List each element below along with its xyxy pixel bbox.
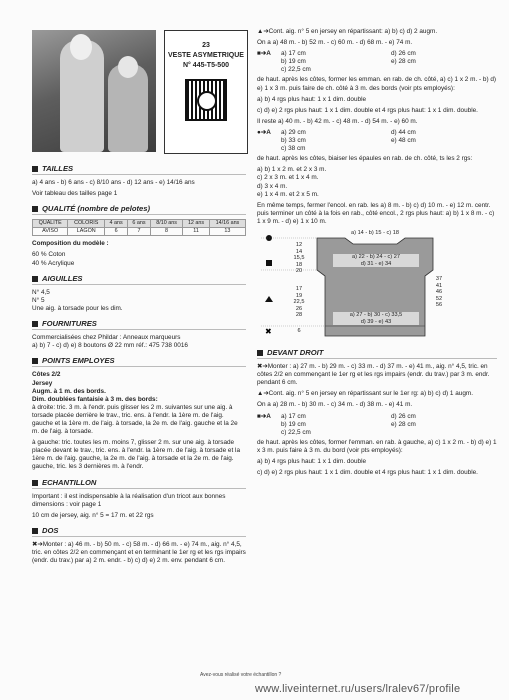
- pattern-number: 23: [202, 42, 210, 49]
- model-photo: [32, 30, 156, 152]
- instruction: d) 3 x 4 m.: [257, 182, 288, 190]
- dim-label: 12 14 15,5 18 20: [293, 241, 305, 275]
- square-bullet-icon: [32, 358, 38, 364]
- section-points: POINTS EMPLOYES: [32, 357, 246, 367]
- footer-note: Avez-vous réalisé votre échantillon ?: [200, 672, 282, 678]
- square-marker-icon: [266, 260, 272, 266]
- size-grid: ■➔A a) 17 cm d) 26 cm b) 19 cm e) 28 cm c) 22,5 cm: [257, 50, 416, 74]
- dim-label: 17 19 22,5 26 28: [293, 285, 305, 319]
- supplies-line: Commercialisées chez Phildar : Anneaux marqueurs: [32, 334, 181, 342]
- instruction: a) b) 1 x 2 m. et 2 x 3 m.: [257, 166, 327, 174]
- dim-label: a) 14 - b) 15 - c) 18: [351, 229, 399, 236]
- supplies-line: a) b) 7 - c) d) e) 8 boutons Ø 22 mm réf.: 475 738 0016: [32, 342, 188, 350]
- gauge-text: 10 cm de jersey, aig. n° 5 = 17 m. et 22 rgs: [32, 511, 154, 519]
- dim-label: 6: [297, 327, 301, 334]
- instruction: ▲➔Cont. aig. n° 5 en jersey en répartissant sur le 1er rg: a) b) c) d) 1 augm.: [257, 390, 473, 398]
- needle-line: N° 5: [32, 296, 45, 304]
- square-bullet-icon: [257, 350, 263, 356]
- instruction: ▲➔Cont. aig. n° 5 en jersey en répartissant: a) b) c) d) 2 augm.: [257, 28, 438, 35]
- needle-line: Une aig. à torsade pour les dim.: [32, 304, 123, 312]
- yarn-table: QUALITE COLORIS 4 ans 6 ans 8/10 ans 12 ans 14/16 ans AVISO LAGON 6 7 8 11 13: [32, 219, 246, 236]
- composition-title: Composition du modèle :: [32, 240, 109, 248]
- instruction: a) b) 4 rgs plus haut: 1 x 1 dim. double: [257, 458, 367, 465]
- instruction: de haut. après les côtes, biaiser les épaules en rab. de ch. côté, ts les 2 rgs:: [257, 155, 473, 163]
- stitch-name: Dim. doublées fantaisie à 3 m. des bords:: [32, 395, 158, 403]
- pattern-ref: N° 445-T5-500: [183, 62, 229, 69]
- square-bullet-icon: [32, 321, 38, 327]
- square-bullet-icon: [32, 276, 38, 282]
- needle-line: N° 4,5: [32, 288, 50, 296]
- right-column: [257, 28, 497, 480]
- square-bullet-icon: [32, 528, 38, 534]
- pattern-name: VESTE ASYMETRIQUE: [168, 52, 244, 59]
- stitch-name: Augm. à 1 m. des bords.: [32, 387, 106, 395]
- instruction: On a a) 48 m. - b) 52 m. - c) 60 m. - d) 68 m. - e) 74 m.: [257, 39, 413, 47]
- triangle-marker-icon: [265, 296, 273, 302]
- stitch-desc: à gauche: tric. toutes les m. moins 7, glisser 2 m. sur une aig. à torsade placée devant le trav., tric. ens. à l'endr. la 1ère m. de l'aig. à torsade et la 1ère m. de l'aig. gauche, la 2e m. de l'aig. à torsade et la 2e m. de l'aig. gauche, tric. les 3 dernières m. à l'endr.: [32, 439, 241, 471]
- square-bullet-icon: [32, 480, 38, 486]
- dim-label: a) 22 - b) 24 - c) 27 d) 31 - e) 34: [333, 254, 419, 267]
- size-grid: ■➔A a) 17 cm d) 26 cm b) 19 cm e) 28 cm c) 22,5 cm: [257, 412, 416, 436]
- square-bullet-icon: [32, 166, 38, 172]
- section-dos: DOS: [32, 527, 246, 537]
- instruction: de haut. après les côtes, former les emman. en rab. de ch. côté, a) c) 1 x 2 m. - b) d) e) 1 x 3 m. puis faire de ch. côté à 3 m. des bords (voir pts employés):: [257, 76, 497, 92]
- size-grid: ●➔A a) 29 cm d) 44 cm b) 33 cm e) 48 cm c) 38 cm: [257, 128, 416, 153]
- instruction: e) 1 x 4 m. et 2 x 5 m.: [257, 190, 319, 198]
- stitch-name: Côtes 2/2: [32, 371, 61, 379]
- section-echantillon: ECHANTILLON: [32, 479, 246, 489]
- yarn-logo-icon: [185, 79, 227, 121]
- instruction: a) b) 4 rgs plus haut: 1 x 1 dim. double: [257, 95, 367, 103]
- dim-label: a) 27 - b) 30 - c) 33,5 d) 39 - e) 43: [333, 312, 419, 325]
- title-box: [164, 30, 248, 154]
- instruction: ✖➔Monter : a) 27 m. - b) 29 m. - c) 33 m. - d) 37 m. - e) 41 m., aig. n° 4,5, tric. en côtes 2/2 en commençant le 1er rg et les rgs impairs (endr. du trav.) par 3 m. endr. pendant 6 cm.: [257, 363, 490, 387]
- instruction: c) 2 x 3 m. et 1 x 4 m.: [257, 174, 319, 182]
- composition-line: 40 % Acrylique: [32, 259, 75, 267]
- left-column: [32, 158, 246, 568]
- stitch-desc: à droite: tric. 3 m. à l'endr. puis glisser les 2 m. suivantes sur une aig. à torsade placée derrière le trav., tric. ens. à l'endr. la 1ère m. de l'aig. gauche et la 1ère m. de l'aig. à torsade, la 2e m. de l'aig. gauche et la 2e m. de l'aig. à torsade.: [32, 403, 238, 436]
- instruction: c) d) e) 2 rgs plus haut: 1 x 1 dim. double et 4 rgs plus haut: 1 x 1 dim. double.: [257, 469, 478, 477]
- instruction: On a a) 28 m. - b) 30 m. - c) 34 m. - d) 38 m. - e) 41 m.: [257, 401, 413, 409]
- square-bullet-icon: [32, 206, 38, 212]
- sizes-text: a) 4 ans - b) 6 ans - c) 8/10 ans - d) 12 ans - e) 14/16 ans: [32, 179, 195, 187]
- watermark-url[interactable]: www.liveinternet.ru/users/lralev67/profile: [255, 683, 461, 695]
- section-aiguilles: AIGUILLES: [32, 275, 246, 285]
- section-fournitures: FOURNITURES: [32, 320, 246, 330]
- instruction: Il reste a) 40 m. - b) 42 m. - c) 48 m. - d) 54 m. - e) 60 m.: [257, 117, 418, 125]
- gauge-text: Important : il est indispensable à la réalisation d'un tricot aux bonnes dimensions : voir page 1: [32, 492, 226, 508]
- instruction: de haut. après les côtes, former l'emman. en rab. à gauche, a) c) 1 x 2 m. - b) d) e) 1 x 3 m. puis faire à 3 m. du bord (voir pts employés):: [257, 438, 497, 454]
- section-tailles: TAILLES: [32, 165, 246, 175]
- dim-label: 37 41 46 52 56: [435, 275, 443, 309]
- sizes-ref: Voir tableau des tailles page 1: [32, 190, 118, 198]
- stitch-name: Jersey: [32, 379, 53, 387]
- back-instructions: ✖➔Monter : a) 46 m. - b) 50 m. - c) 58 m. - d) 66 m. - e) 74 m., aig. n° 4,5, tric. en côtes 2/2 en commençant et en terminant le 1er rg et les rgs impairs (endr. du trav.) par a) 2 m. endr. - b) c) d) e) 2 m. env. pendant 6 cm.: [32, 541, 246, 565]
- instruction: c) d) e) 2 rgs plus haut: 1 x 1 dim. double et 4 rgs plus haut: 1 x 1 dim. double.: [257, 106, 478, 114]
- cross-marker-icon: ✖: [265, 326, 272, 336]
- instruction: En même temps, fermer l'encol. en rab. les a) 8 m. - b) c) d) 10 m. - e) 12 m. centr. puis terminer un côté à la fois en rab., côté encol., 2 rgs plus haut: a) b) 1 x 8 m. - c) 1 x 9 m. - d) e) 1 x 10 m.: [257, 201, 495, 225]
- section-qualite: QUALITÉ (nombre de pelotes): [32, 205, 246, 215]
- section-devant-droit: DEVANT DROIT: [257, 349, 497, 359]
- back-schematic: [257, 230, 497, 342]
- composition-line: 60 % Coton: [32, 251, 66, 259]
